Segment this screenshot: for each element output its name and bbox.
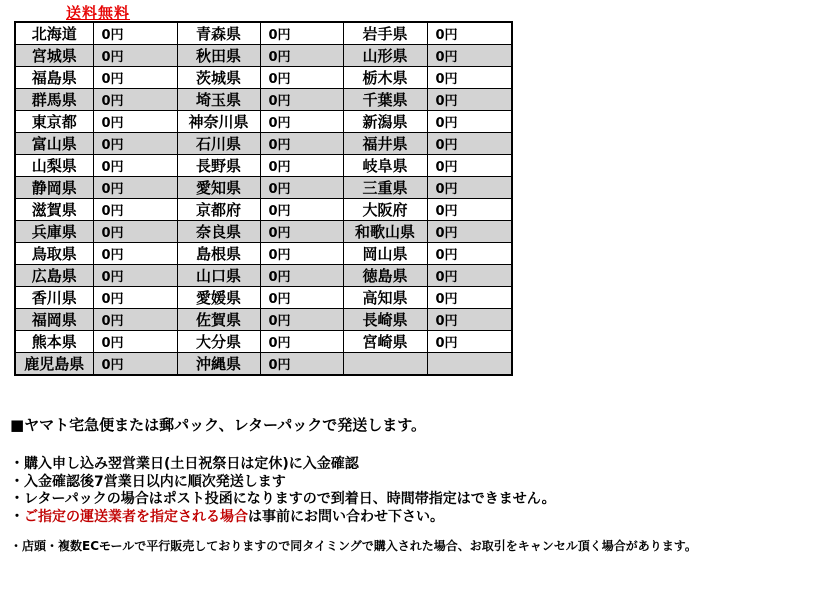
fee-cell: 0円: [93, 155, 177, 177]
note-carrier-red-text: ご指定の運送業者を指定される場合: [24, 508, 248, 525]
shipping-notes-list: [10, 456, 556, 526]
note-bullet: ・入金確認後7営業日以内に順次発送します: [10, 473, 286, 490]
table-row: [15, 199, 512, 221]
table-row: [15, 221, 512, 243]
prefecture-cell: 岩手県: [343, 22, 427, 45]
prefecture-cell: 鳥取県: [15, 243, 93, 265]
prefecture-cell: 山形県: [343, 45, 427, 67]
fee-cell: 0円: [427, 67, 512, 89]
fee-cell: 0円: [427, 133, 512, 155]
prefecture-cell: 東京都: [15, 111, 93, 133]
fee-cell: 0円: [427, 89, 512, 111]
fee-cell: 0円: [93, 221, 177, 243]
prefecture-cell: 富山県: [15, 133, 93, 155]
prefecture-cell: 愛知県: [177, 177, 260, 199]
prefecture-cell: 沖縄県: [177, 353, 260, 376]
fee-cell: 0円: [427, 221, 512, 243]
note-carrier-black-text: は事前にお問い合わせ下さい。: [248, 508, 444, 525]
table-row: [15, 155, 512, 177]
note-carrier-request: [10, 509, 556, 527]
prefecture-cell: 山口県: [177, 265, 260, 287]
prefecture-cell: 大阪府: [343, 199, 427, 221]
fee-cell: 0円: [93, 133, 177, 155]
prefecture-cell: 滋賀県: [15, 199, 93, 221]
fee-cell: 0円: [427, 309, 512, 331]
prefecture-cell: 福井県: [343, 133, 427, 155]
fee-cell: [427, 353, 512, 376]
fee-cell: 0円: [93, 22, 177, 45]
prefecture-cell: 宮城県: [15, 45, 93, 67]
shipping-fee-table: [14, 21, 513, 376]
fee-cell: 0円: [427, 22, 512, 45]
fee-cell: 0円: [260, 155, 343, 177]
fee-cell: 0円: [260, 287, 343, 309]
fee-cell: 0円: [427, 243, 512, 265]
prefecture-cell: 宮崎県: [343, 331, 427, 353]
table-row: [15, 331, 512, 353]
note-bullet: ・レターパックの場合はポスト投函になりますので到着日、時間帯指定はできません。: [10, 491, 556, 507]
prefecture-cell: 大分県: [177, 331, 260, 353]
fee-cell: 0円: [260, 353, 343, 376]
fee-cell: 0円: [427, 287, 512, 309]
table-row: [15, 287, 512, 309]
table-row: [15, 111, 512, 133]
table-row: [15, 243, 512, 265]
prefecture-cell: 秋田県: [177, 45, 260, 67]
fee-cell: 0円: [260, 89, 343, 111]
fee-cell: 0円: [427, 45, 512, 67]
prefecture-cell: 広島県: [15, 265, 93, 287]
prefecture-cell: 徳島県: [343, 265, 427, 287]
prefecture-cell: 千葉県: [343, 89, 427, 111]
prefecture-cell: 長崎県: [343, 309, 427, 331]
fee-cell: 0円: [260, 221, 343, 243]
prefecture-cell: 熊本県: [15, 331, 93, 353]
fee-cell: 0円: [260, 133, 343, 155]
fee-cell: 0円: [93, 265, 177, 287]
fee-cell: 0円: [260, 265, 343, 287]
prefecture-cell: 長野県: [177, 155, 260, 177]
fee-cell: 0円: [93, 309, 177, 331]
prefecture-cell: 石川県: [177, 133, 260, 155]
fee-cell: 0円: [260, 199, 343, 221]
prefecture-cell: 和歌山県: [343, 221, 427, 243]
prefecture-cell: 奈良県: [177, 221, 260, 243]
fee-cell: 0円: [427, 177, 512, 199]
fee-cell: 0円: [93, 45, 177, 67]
prefecture-cell: 新潟県: [343, 111, 427, 133]
prefecture-cell: 高知県: [343, 287, 427, 309]
table-row: [15, 89, 512, 111]
prefecture-cell: 岡山県: [343, 243, 427, 265]
fee-cell: 0円: [260, 331, 343, 353]
prefecture-cell: 香川県: [15, 287, 93, 309]
shipping-fee-table-body: [15, 22, 512, 375]
table-row: [15, 22, 512, 45]
fee-cell: 0円: [427, 265, 512, 287]
table-row: [15, 133, 512, 155]
fee-cell: 0円: [93, 89, 177, 111]
prefecture-cell: 埼玉県: [177, 89, 260, 111]
fee-cell: 0円: [93, 67, 177, 89]
fee-cell: 0円: [260, 45, 343, 67]
fee-cell: 0円: [427, 199, 512, 221]
fee-cell: 0円: [93, 287, 177, 309]
prefecture-cell: 三重県: [343, 177, 427, 199]
prefecture-cell: 静岡県: [15, 177, 93, 199]
note-parallel-sales: ・店頭・複数ECモールで平行販売しておりますので同タイミングで購入された場合、お取引をキャンセル頂く場合があります。: [10, 539, 697, 553]
prefecture-cell: 兵庫県: [15, 221, 93, 243]
fee-cell: 0円: [260, 22, 343, 45]
fee-cell: 0円: [93, 177, 177, 199]
prefecture-cell: 島根県: [177, 243, 260, 265]
fee-cell: 0円: [427, 331, 512, 353]
fee-cell: 0円: [260, 67, 343, 89]
table-row: [15, 265, 512, 287]
prefecture-cell: 福岡県: [15, 309, 93, 331]
prefecture-cell: 青森県: [177, 22, 260, 45]
table-row: [15, 309, 512, 331]
table-row: [15, 67, 512, 89]
table-row: [15, 177, 512, 199]
prefecture-cell: 福島県: [15, 67, 93, 89]
fee-cell: 0円: [93, 353, 177, 376]
fee-cell: 0円: [427, 111, 512, 133]
table-row: [15, 353, 512, 376]
fee-cell: 0円: [260, 111, 343, 133]
fee-cell: 0円: [93, 199, 177, 221]
free-shipping-label: 送料無料: [66, 4, 131, 22]
note-bullet: ・購入申し込み翌営業日(土日祝祭日は定休)に入金確認: [10, 456, 359, 472]
table-row: [15, 45, 512, 67]
shipping-method-heading: ■ヤマト宅急便または郵パック、レターパックで発送します。: [10, 416, 427, 434]
fee-cell: 0円: [260, 243, 343, 265]
prefecture-cell: 山梨県: [15, 155, 93, 177]
prefecture-cell: 愛媛県: [177, 287, 260, 309]
prefecture-cell: 栃木県: [343, 67, 427, 89]
prefecture-cell: 群馬県: [15, 89, 93, 111]
prefecture-cell: 京都府: [177, 199, 260, 221]
fee-cell: 0円: [93, 243, 177, 265]
fee-cell: 0円: [260, 309, 343, 331]
fee-cell: 0円: [93, 331, 177, 353]
prefecture-cell: 北海道: [15, 22, 93, 45]
note-carrier-bullet-prefix: ・: [10, 508, 24, 525]
prefecture-cell: 佐賀県: [177, 309, 260, 331]
prefecture-cell: 神奈川県: [177, 111, 260, 133]
prefecture-cell: [343, 353, 427, 376]
fee-cell: 0円: [93, 111, 177, 133]
fee-cell: 0円: [427, 155, 512, 177]
prefecture-cell: 茨城県: [177, 67, 260, 89]
prefecture-cell: 鹿児島県: [15, 353, 93, 376]
prefecture-cell: 岐阜県: [343, 155, 427, 177]
fee-cell: 0円: [260, 177, 343, 199]
